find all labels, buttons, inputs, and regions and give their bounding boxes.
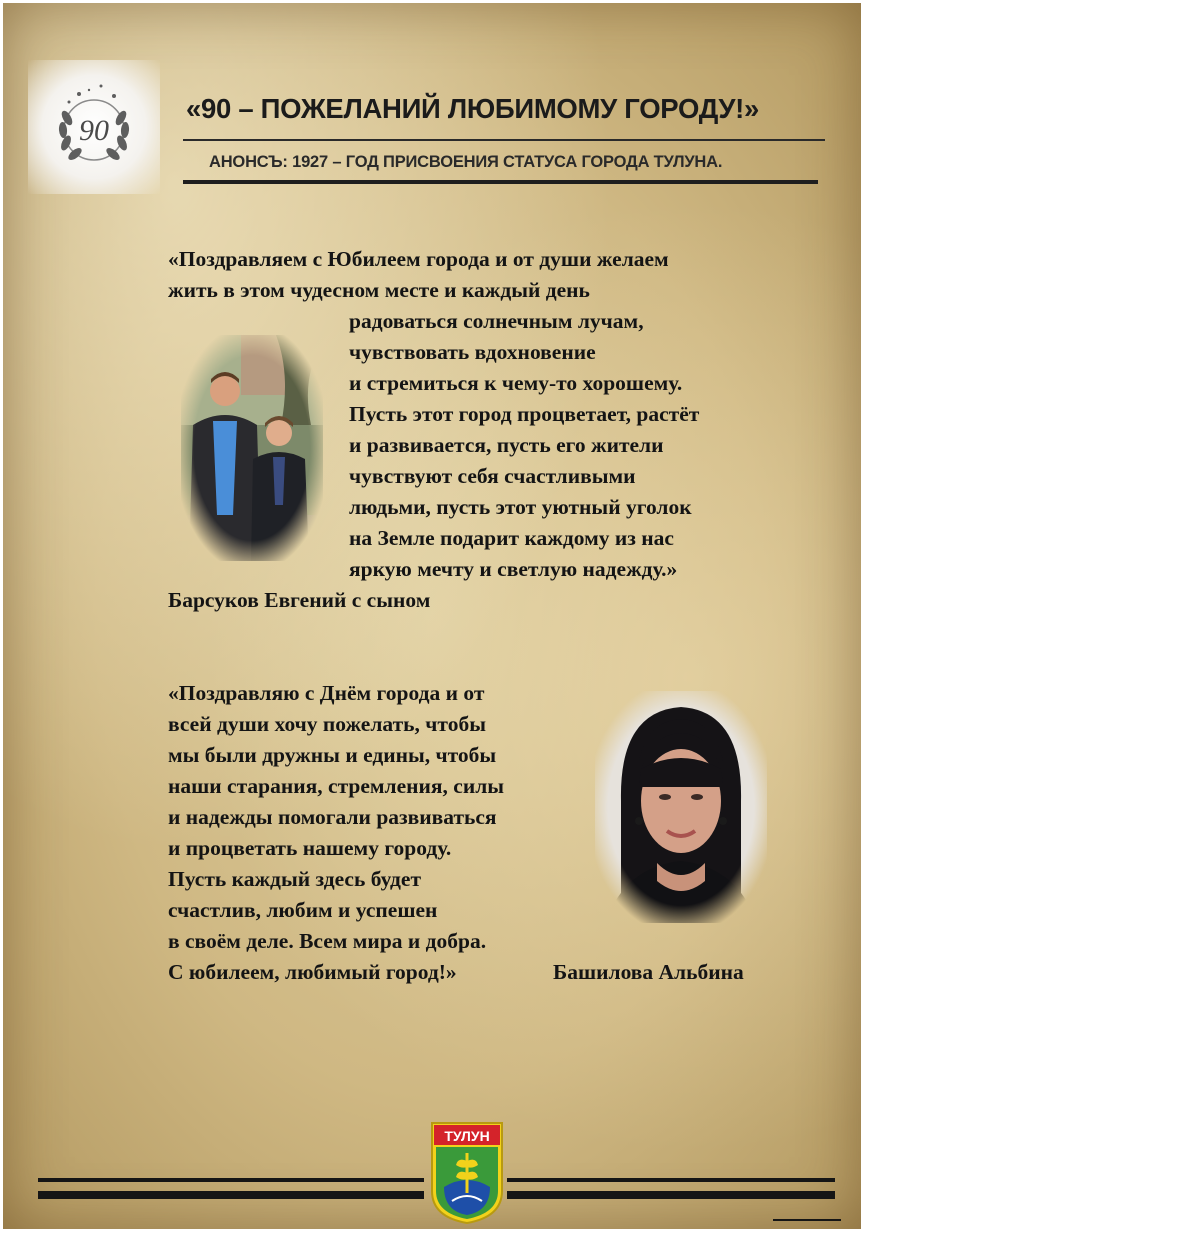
photo-father-and-son [181, 335, 323, 561]
poster [3, 3, 861, 1229]
laurel-wreath-icon [39, 72, 149, 182]
wish1-text-right [349, 306, 699, 585]
wish2-line: в своём деле. Всем мира и добра. [168, 929, 487, 953]
wish2-line: наши старания, стремления, силы [168, 774, 505, 798]
wish1-line: радоваться солнечным лучам, [349, 309, 644, 333]
wish1-line: яркую мечту и светлую надежду.» [349, 557, 678, 581]
footer-line-left-bottom [38, 1191, 424, 1199]
footer-line-right-bottom [507, 1191, 835, 1199]
wish1-line: «Поздравляем с Юбилеем города и от души желаем [168, 247, 669, 271]
footer-line-right-top [507, 1178, 835, 1182]
wish2-line: и надежды помогали развиваться [168, 805, 497, 829]
crest-label: ТУЛУН [444, 1128, 490, 1144]
wish2-line: счастлив, любим и успешен [168, 898, 438, 922]
page-title: «90 – ПОЖЕЛАНИЙ ЛЮБИМОМУ ГОРОДУ!» [186, 93, 759, 124]
wish1-line: чувствуют себя счастливыми [349, 464, 636, 488]
wish1-line: людьми, пусть этот уютный уголок [349, 495, 692, 519]
footer-line-left-top [38, 1178, 424, 1182]
wish1-line: на Земле подарит каждому из нас [349, 526, 674, 550]
subtitle-divider [183, 180, 818, 184]
emblem-number: 90 [79, 114, 109, 147]
wish1-text-top [168, 244, 669, 306]
wish1-line: и стремиться к чему-то хорошему. [349, 371, 683, 395]
photo-woman-portrait [595, 691, 767, 923]
wish1-line: и развивается, пусть его жители [349, 433, 664, 457]
city-crest [430, 1121, 504, 1225]
wish2-author: Башилова Альбина [553, 960, 744, 984]
title-divider [183, 139, 825, 141]
wish2-line: мы были дружны и едины, чтобы [168, 743, 497, 767]
wish2-line: и процветать нашему городу. [168, 836, 452, 860]
wish1-line: Пусть этот город процветает, растёт [349, 402, 700, 426]
wish1-line: жить в этом чудесном месте и каждый день [168, 278, 590, 302]
page-subtitle: АНОНСЪ: 1927 – ГОД ПРИСВОЕНИЯ СТАТУСА ГОРОДА ТУЛУНА. [209, 153, 723, 171]
wish2-text [168, 678, 504, 988]
wish1-author: Барсуков Евгений с сыном [168, 588, 431, 612]
wish2-line: всей души хочу пожелать, чтобы [168, 712, 486, 736]
footer-short-line [773, 1219, 841, 1221]
wish1-line: чувствовать вдохновение [349, 340, 596, 364]
wish2-line: «Поздравляю с Днём города и от [168, 681, 485, 705]
wish2-line: С юбилеем, любимый город!» [168, 960, 457, 984]
tulun-crest-icon [430, 1121, 504, 1225]
anniversary-emblem [28, 60, 160, 194]
wish2-line: Пусть каждый здесь будет [168, 867, 422, 891]
